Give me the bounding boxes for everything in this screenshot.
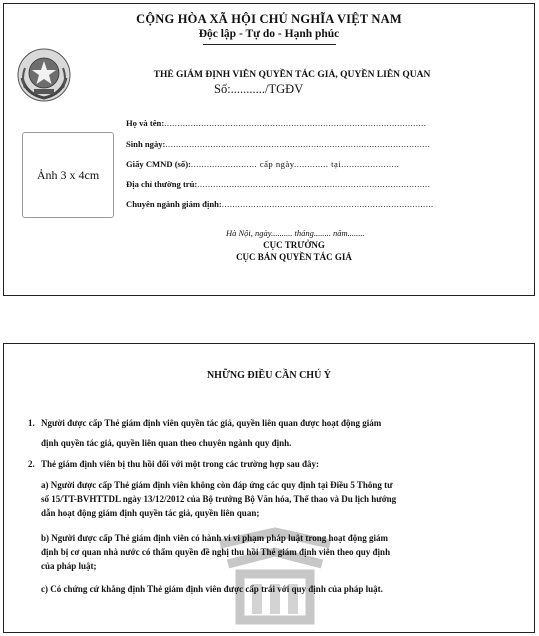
field-label: Sinh ngày: (126, 139, 166, 149)
field-id-card (126, 159, 399, 169)
note-line: số 15/TT-BVHTTDL ngày 13/12/2012 của Bộ trưởng Bộ Văn hóa, Thể thao và Du lịch hướng (41, 494, 397, 504)
card-back (3, 343, 535, 633)
field-value: ................................................................................................... (164, 118, 427, 128)
nation-title: CỘNG HÒA XÃ HỘI CHỦ NGHĨA VIỆT NAM (136, 12, 402, 26)
field-value: ................................................................................ (221, 199, 434, 209)
card-front (3, 3, 535, 296)
note-item-2 (28, 457, 511, 471)
note-line: của pháp luật; (41, 561, 97, 571)
photo-placeholder (22, 132, 114, 218)
note-line: định bị cơ quan nhà nước có thẩm quyền đề nghị thu hồi Thẻ giám định viên theo quy định (41, 547, 391, 557)
field-value: .................................................................................................... (165, 139, 431, 149)
note-number: 1. (28, 418, 35, 428)
field-value: ........................................................................................ (197, 179, 431, 189)
note-subitem-a (41, 478, 521, 520)
national-emblem-icon (16, 48, 72, 104)
photo-label: Ảnh 3 x 4cm (36, 167, 100, 182)
signer-office: CỤC BẢN QUYỀN TÁC GIẢ (236, 252, 352, 262)
field-value: ......................... cấp ngày............. tại...................... (190, 159, 400, 169)
note-line: a) Người được cấp Thẻ giám định viên không còn đáp ứng các quy định tại Điều 5 Thông tư (41, 480, 393, 490)
signer-title: CỤC TRƯỞNG (263, 240, 325, 250)
field-label: Chuyên ngành giám định: (126, 199, 222, 209)
note-line: Thẻ giám định viên bị thu hồi đối với một trong các trường hợp sau đây: (41, 459, 319, 469)
field-label: Địa chỉ thường trú: (126, 179, 198, 189)
note-line: c) Có chứng cứ khẳng định Thẻ giám định viên được cấp trái với quy định của pháp luật. (41, 584, 383, 594)
sign-date: Hà Nội, ngày.......... tháng........ năm........ (226, 228, 365, 238)
field-full-name (126, 118, 426, 128)
notes-title: NHỮNG ĐIỀU CẦN CHÚ Ý (206, 370, 332, 381)
note-line: b) Người được cấp Thẻ giám định viên có hành vi vi phạm pháp luật trong hoạt động giám (41, 533, 389, 543)
note-line: Người được cấp Thẻ giám định viên quyền tác giả, quyền liên quan được hoạt động giám (41, 418, 382, 428)
note-item-1 (28, 416, 511, 450)
field-address (126, 179, 430, 189)
motto: Độc lập - Tự do - Hạnh phúc (198, 28, 340, 40)
note-subitem-c (41, 582, 521, 596)
field-date-of-birth (126, 139, 430, 149)
note-subitem-b (41, 531, 521, 573)
note-line: dẫn hoạt động giám định quyền tác giả, quyền liên quan; (41, 508, 260, 518)
field-label: Họ và tên: (126, 118, 165, 128)
card-number: Số:.........../TGĐV (214, 82, 304, 96)
field-label: Giấy CMND (số): (126, 159, 191, 169)
field-specialty (126, 199, 434, 209)
note-number: 2. (28, 459, 35, 469)
note-line: định quyền tác giả, quyền liên quan theo chuyên ngành quy định. (41, 438, 292, 448)
card-title: THẺ GIÁM ĐỊNH VIÊN QUYỀN TÁC GIẢ, QUYỀN LIÊN QUAN (153, 70, 431, 80)
motto-underline (203, 44, 336, 45)
